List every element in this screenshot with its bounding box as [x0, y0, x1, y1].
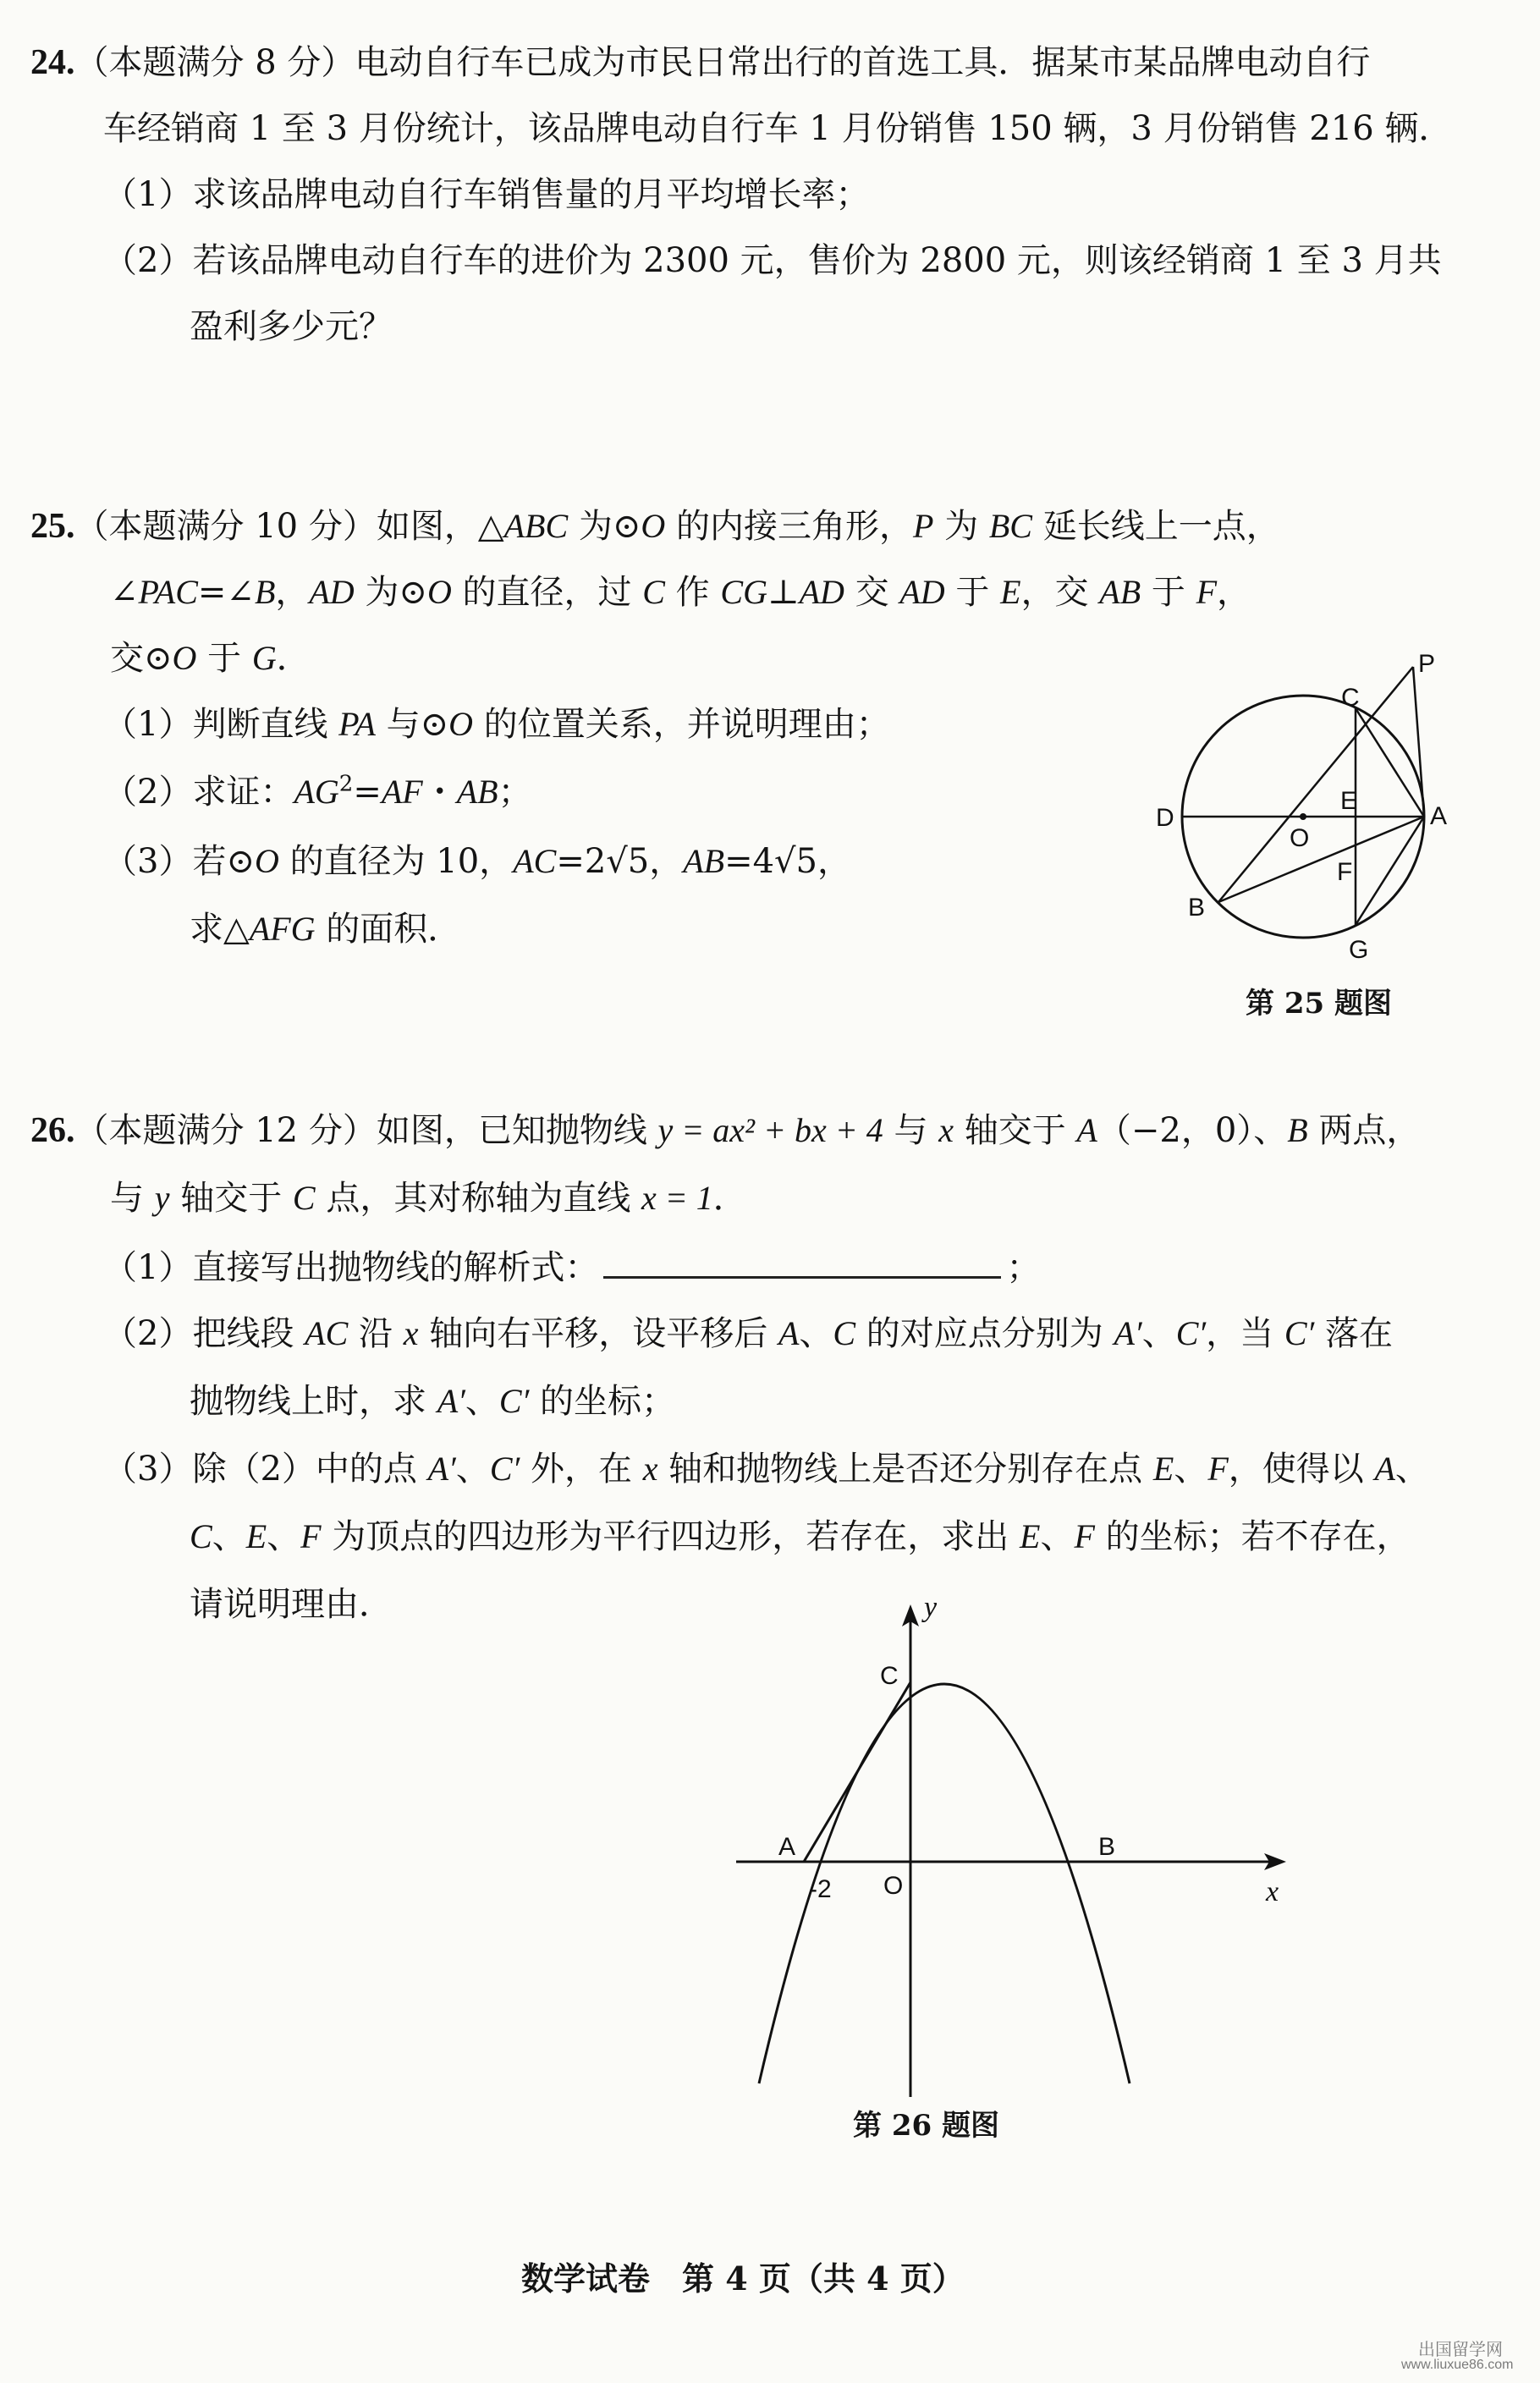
q25-number: 25. [30, 507, 75, 546]
q26-t: 、 [465, 1382, 499, 1421]
q26-t: x [403, 1314, 419, 1352]
q26-t: AC [305, 1314, 349, 1352]
q26-t: 的坐标；若不存在， [1094, 1517, 1411, 1556]
figure-25 [1134, 643, 1472, 965]
q24-line-2 [103, 107, 1452, 151]
q25-t: 作 [664, 573, 721, 612]
q25-t: AB [683, 842, 725, 880]
q25-t: ∠ [110, 573, 139, 612]
q25-t: 延长线上一点， [1031, 507, 1280, 546]
q25-t: ，交 [1020, 573, 1100, 612]
line-ba [1218, 817, 1424, 902]
q25-t: AG [294, 773, 339, 811]
q26-t: 、 [799, 1314, 833, 1353]
q26-t: 轴向右平移，设平移后 [418, 1314, 778, 1353]
q25-sub-2 [103, 770, 532, 814]
q25-t: 为⊙ [354, 573, 427, 612]
q25-t: O [448, 705, 474, 743]
q25-t: 于 [196, 639, 252, 678]
label-f: F [1337, 858, 1353, 886]
q24-sub-1 [103, 173, 869, 217]
q25-t: ・ [422, 773, 457, 812]
q26-t: 为顶点的四边形为平行四边形，若存在，求出 [321, 1517, 1020, 1556]
q25-sub-3 [103, 839, 851, 883]
q25-sub-3b [190, 907, 461, 951]
q26-t: F [1207, 1450, 1229, 1488]
q25-t: ABC [503, 507, 569, 545]
q25-t: AD [899, 573, 945, 611]
q26-t: x [642, 1450, 658, 1488]
q25-t: E [1000, 573, 1021, 611]
label-a26: A [778, 1833, 796, 1861]
q26-t: y = ax² + bx + 4 [657, 1111, 883, 1149]
q25-line-3 [110, 636, 311, 680]
q26-t: （1）直接写出抛物线的解析式： [103, 1248, 599, 1287]
caption-25: 第 25 题图 [1246, 987, 1392, 1021]
q26-t: 轴交于 [169, 1179, 293, 1218]
q25-t: =2√5， [556, 842, 684, 881]
segment-ac [804, 1682, 910, 1862]
q25-t: AD [799, 573, 844, 611]
q25-t: 交 [844, 573, 900, 612]
q25-t: 2 [338, 771, 354, 797]
q26-t: C′ [1284, 1314, 1315, 1352]
label-b: B [1188, 894, 1206, 922]
q26-t: 两点， [1307, 1111, 1421, 1150]
line-ag [1356, 817, 1424, 925]
q25-t: 的面积． [315, 910, 462, 949]
q24-sub-2b [190, 305, 393, 349]
q26-t: 请说明理由． [190, 1585, 393, 1624]
q25-t: ， [275, 573, 310, 612]
q26-t: 、 [267, 1517, 301, 1556]
q25-t: C [642, 573, 665, 611]
q26-t: 、 [1174, 1450, 1208, 1489]
q24-sub-2b-text: 盈利多少元？ [190, 307, 393, 346]
q25-t: CG [720, 573, 767, 611]
line-pa [1413, 667, 1424, 817]
q26-t: C′ [1175, 1314, 1207, 1352]
q25-t: 与⊙ [375, 705, 449, 744]
q25-t: 求△ [190, 910, 250, 949]
q25-t: PAC [138, 573, 198, 611]
watermark-line-2: www.liuxue86.com [1401, 2358, 1514, 2372]
label-g: G [1349, 936, 1369, 964]
q25-t: 为⊙ [568, 507, 641, 546]
label-o26: O [883, 1872, 904, 1900]
q24-sub-2-text: （2）若该品牌电动自行车的进价为 2300 元，售价为 2800 元，则该经销商 1 至 3 月共 [103, 241, 1442, 280]
q25-t: ， [1217, 573, 1251, 612]
q26-t: 的坐标； [529, 1382, 676, 1421]
q26-t: 与 [883, 1111, 939, 1150]
q26-t: 轴和抛物线上是否还分别存在点 [657, 1450, 1153, 1489]
q26-t: 点，其对称轴为直线 [315, 1179, 642, 1218]
q26-t: A′ [1114, 1314, 1142, 1352]
q26-t: A′ [437, 1382, 465, 1420]
q26-t: 、 [1394, 1450, 1429, 1489]
q25-line-1 [30, 504, 1280, 548]
q25-t: = [353, 773, 382, 812]
label-x: x [1266, 1876, 1279, 1907]
q26-t: （本题满分 12 分）如图，已知抛物线 [74, 1111, 658, 1150]
q26-sub-2 [103, 1312, 1393, 1356]
q25-t: P [912, 507, 934, 545]
q26-t: C [190, 1517, 212, 1555]
line-bp [1218, 667, 1413, 902]
q26-line-2 [110, 1176, 747, 1220]
q25-t: O [254, 842, 279, 880]
q26-t: F [300, 1517, 322, 1555]
caption-26: 第 26 题图 [853, 2109, 999, 2143]
q26-t: 、 [1141, 1314, 1176, 1353]
figure-26 [728, 1591, 1320, 2107]
q26-t: B [1287, 1111, 1308, 1149]
q26-sub-1 [103, 1244, 1040, 1290]
q25-t: PA [338, 705, 376, 743]
q25-t: O [426, 573, 452, 611]
q26-t: x [938, 1111, 954, 1149]
q26-t: （−2，0）、 [1097, 1111, 1288, 1150]
q26-t: 、 [455, 1450, 490, 1489]
q25-t: =4√5， [724, 842, 851, 881]
q25-t: 为 [933, 507, 989, 546]
q24-sub-2 [103, 239, 1442, 283]
q26-number: 26. [30, 1111, 75, 1150]
q26-t: 外，在 [520, 1450, 643, 1489]
q25-t: 的直径为 10， [278, 842, 514, 881]
label-d: D [1156, 804, 1174, 832]
q25-t: 于 [1141, 573, 1196, 612]
q26-t: 落在 [1314, 1314, 1393, 1353]
q26-t: ； [1006, 1248, 1041, 1287]
q26-t: 沿 [348, 1314, 404, 1353]
label-a: A [1430, 802, 1448, 830]
q26-t: F [1074, 1517, 1095, 1555]
q25-t: B [254, 573, 276, 611]
q26-t: C′ [489, 1450, 520, 1488]
q26-t: A [1374, 1450, 1395, 1488]
q25-t: ； [498, 773, 532, 812]
label-p: P [1418, 650, 1436, 678]
q26-t: C [292, 1179, 316, 1217]
q25-t: AC [513, 842, 557, 880]
q25-t: O [172, 639, 197, 677]
q26-t: E [1152, 1450, 1174, 1488]
q25-line-2 [110, 570, 1251, 614]
label-b26: B [1098, 1833, 1116, 1861]
answer-blank[interactable] [603, 1244, 1001, 1279]
q24-text-1: （本题满分 8 分）电动自行车已成为市民日常出行的首选工具．据某市某品牌电动自行 [74, 43, 1371, 82]
q25-t: AB [456, 773, 498, 811]
q26-t: （2）把线段 [103, 1314, 305, 1353]
label-y: y [924, 1592, 938, 1623]
q25-t: （本题满分 10 分）如图，△ [74, 507, 504, 546]
q25-t: 的内接三角形， [665, 507, 913, 546]
q25-t: AF [381, 773, 423, 811]
q25-t: G [251, 639, 277, 677]
q26-sub-3b [190, 1515, 1411, 1559]
q25-t: ⊥ [767, 573, 800, 612]
q26-t: x = 1 [641, 1179, 713, 1217]
q26-t: ，当 [1206, 1314, 1284, 1353]
q25-t: ． [276, 639, 311, 678]
q26-t: A [778, 1314, 800, 1352]
line-ca [1356, 708, 1424, 817]
q25-t: 的直径，过 [451, 573, 643, 612]
q24-line-1 [30, 41, 1370, 85]
q26-sub-3c [190, 1582, 393, 1626]
q26-t: ． [712, 1179, 747, 1218]
q26-t: 的对应点分别为 [855, 1314, 1114, 1353]
label-e: E [1340, 787, 1358, 815]
q26-t: ，使得以 [1228, 1450, 1375, 1489]
label-o: O [1290, 824, 1310, 852]
q26-t: 、 [1040, 1517, 1075, 1556]
q26-sub-3 [103, 1447, 1429, 1491]
q26-t: E [245, 1517, 267, 1555]
q25-t: 于 [944, 573, 1001, 612]
q25-t: （1）判断直线 [103, 705, 339, 744]
q26-line-1 [30, 1109, 1420, 1153]
q26-t: y [154, 1179, 170, 1217]
page-footer: 数学试卷 第 4 页（共 4 页） [521, 2259, 965, 2298]
watermark-line-1: 出国留学网 [1418, 2341, 1503, 2359]
q25-sub-1 [103, 702, 890, 746]
q26-t: C′ [498, 1382, 530, 1420]
q25-t: AB [1099, 573, 1141, 611]
q26-sub-2b [190, 1379, 675, 1423]
q25-t: AFG [249, 910, 316, 948]
q26-t: A [1076, 1111, 1097, 1149]
q24-sub-1-text: （1）求该品牌电动自行车销售量的月平均增长率； [103, 175, 870, 214]
q26-t: E [1020, 1517, 1041, 1555]
q25-t: （2）求证： [103, 773, 294, 812]
q25-t: =∠ [197, 573, 255, 612]
q26-t: 、 [212, 1517, 246, 1556]
label-c26: C [880, 1662, 899, 1690]
label-c: C [1341, 684, 1360, 712]
q26-t: （3）除（2）中的点 [103, 1450, 428, 1489]
q25-t: AD [309, 573, 355, 611]
q25-t: O [641, 507, 666, 545]
q26-t: C [833, 1314, 856, 1352]
q26-t: A′ [427, 1450, 456, 1488]
q26-t: 轴交于 [953, 1111, 1077, 1150]
q25-t: BC [988, 507, 1032, 545]
q26-t: 与 [110, 1179, 155, 1218]
label-neg2: -2 [809, 1875, 832, 1903]
q24-number: 24. [30, 43, 75, 82]
center-dot [1300, 813, 1306, 820]
q24-text-2: 车经销商 1 至 3 月份统计，该品牌电动自行车 1 月份销售 150 辆，3 月份销售 216 辆． [103, 109, 1453, 148]
q25-t: （3）若⊙ [103, 842, 255, 881]
q25-t: 交⊙ [110, 639, 173, 678]
q25-t: F [1196, 573, 1218, 611]
q25-t: 的位置关系，并说明理由； [473, 705, 890, 744]
q26-t: 抛物线上时，求 [190, 1382, 437, 1421]
